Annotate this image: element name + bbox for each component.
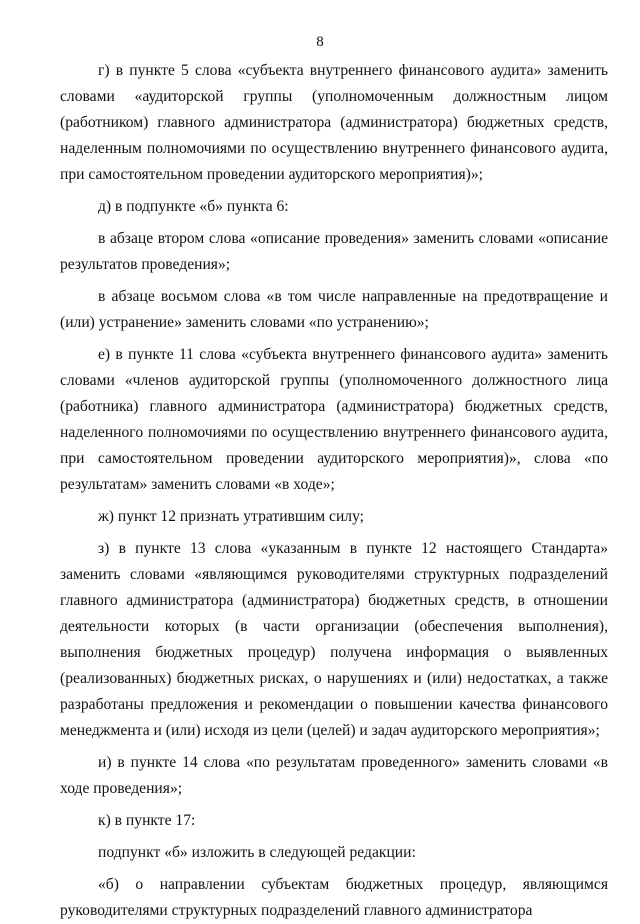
paragraph-k: к) в пункте 17: [98, 812, 196, 829]
paragraph-d: д) в подпункте «б» пункта 6: [98, 198, 289, 215]
paragraph-zh: ж) пункт 12 признать утратившим силу; [98, 508, 364, 525]
page-number: 8 [316, 34, 324, 50]
paragraph-abzac-vosmoy: в абзаце восьмом слова «в том числе направленные на предотвращение и (или) устранение» заменить словами «по устранению»; [60, 288, 608, 331]
paragraph-z: з) в пункте 13 слова «указанным в пункте 12 настоящего Стандарта» заменить словами «являющимся руководителями структурных подразделений главного администратора (администратора) бюджетных средств, в отношении деятельности которых (в части организации (обеспечения выполнения), выполнения бюджетных процедур) получена информация о выявленных (реализованных) бюджетных рисках, о нарушениях и (или) недостатках, а также разработаны предложения и рекомендации о повышении качества финансового менеджмента и (или) исходя из цели (целей) и задач аудиторского мероприятия»; [60, 540, 608, 739]
paragraph-i: и) в пункте 14 слова «по результатам проведенного» заменить словами «в ходе проведения»; [60, 754, 608, 797]
paragraph-podpunkt-b: подпункт «б» изложить в следующей редакции: [98, 844, 416, 861]
document-body [60, 58, 608, 924]
paragraph-abzac-vtoroy: в абзаце втором слова «описание проведения» заменить словами «описание результатов проведения»; [60, 230, 608, 273]
paragraph-e: е) в пункте 11 слова «субъекта внутреннего финансового аудита» заменить словами «членов аудиторской группы (уполномоченного должностного лица (работника) главного администратора (администратора) бюджетных средств, наделенного полномочиями по осуществлению внутреннего финансового аудита, при самостоятельном проведении аудиторского мероприятия)», слова «по результатам» заменить словами «в ходе»; [60, 346, 608, 493]
paragraph-b-quote: «б) о направлении субъектам бюджетных процедур, являющимся руководителями структурных подразделений главного администратора [60, 876, 608, 919]
paragraph-g: г) в пункте 5 слова «субъекта внутреннего финансового аудита» заменить словами «аудиторской группы (уполномоченным должностным лицом (работником) главного администратора (администратора) бюджетных средств, наделенным полномочиями по осуществлению внутреннего финансового аудита, при самостоятельном проведении аудиторского мероприятия)»; [60, 62, 608, 183]
